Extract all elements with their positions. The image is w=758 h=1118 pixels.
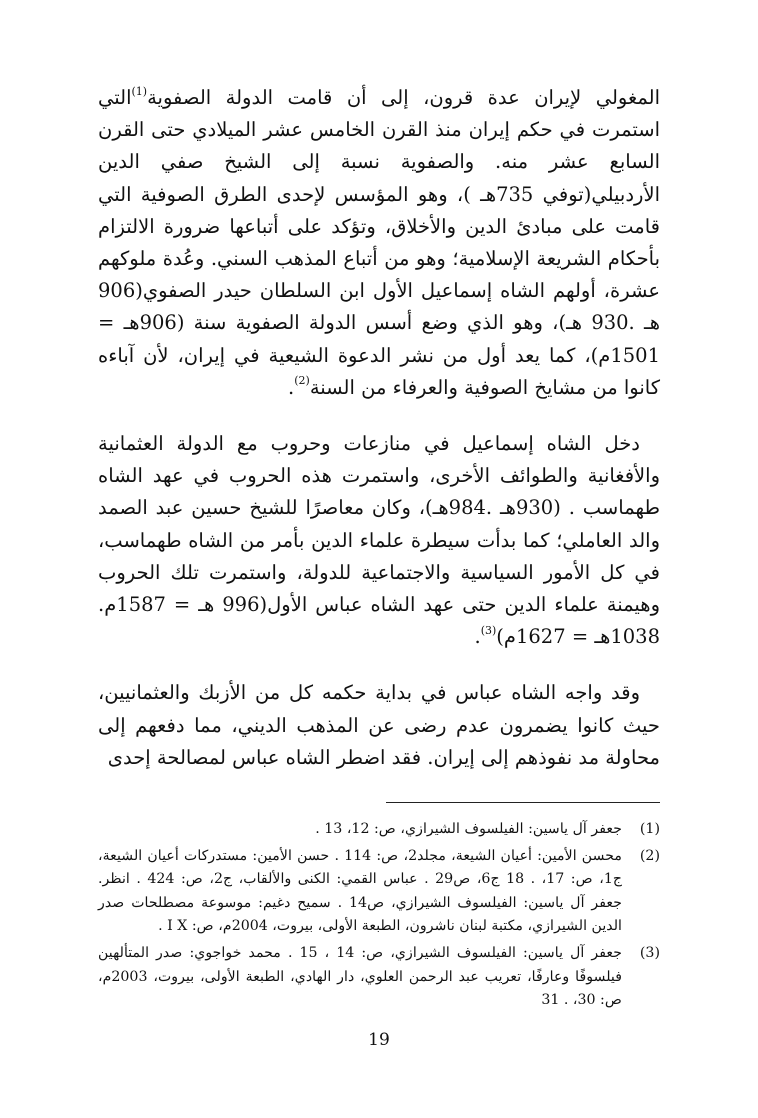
- paragraph-1: المغولي لإيران عدة قرون، إلى أن قامت الدولة الصفوية$^{(1)}$التي استمرت في حكم إيران منذ القرن الخامس عشر الميلادي حتى القرن السابع عشر منه. والصفوية نسبة إلى الشيخ صفي الدين الأردبيلي(توفي 735هـ )، وهو المؤسس لإحدى الطرق الصوفية التي قامت على مبادئ الدين والأخلاق، وتؤكد على أتباعها ضرورة الالتزام بأحكام الشريعة الإسلامية؛ وهو من أتباع المذهب السني. وعُدة ملوكهم عشرة، أولهم الشاه إسماعيل الأول ابن السلطان حيدر الصفوي(906 هـ .930 هـ)، وهو الذي وضع أسس الدولة الصفوية سنة (906هـ = 1501م)، كما يعد أول من نشر الدعوة الشيعية في إيران، لأن آباءه كانوا من مشايخ الصوفية والعرفاء من السنة$^{(2)}$.: [98, 84, 660, 399]
- footnote-separator: [386, 802, 660, 803]
- footnote-number: (1): [639, 821, 660, 837]
- footnote-ref: (3): [480, 623, 497, 637]
- footnote-number: (2): [639, 847, 660, 864]
- footnote-2: [98, 845, 660, 939]
- paragraph-3: وقد واجه الشاه عباس في بداية حكمه كل من الأزبك والعثمانيين، حيث كانوا يضمرون عدم رضى عن المذهب الديني، مما دفعهم إلى محاولة مد نفوذهم إلى إيران. فقد اضطر الشاه عباس لمصالحة إحدى: [98, 681, 660, 769]
- page-number: 19: [368, 1030, 390, 1050]
- paragraph-2: دخل الشاه إسماعيل في منازعات وحروب مع الدولة العثمانية والأفغانية والطوائف الأخرى، واستمرت هذه الحروب في عهد الشاه طهماسب . (930هـ .984هـ)، وكان معاصرًا للشيخ حسين عبد الصمد والد العاملي؛ كما بدأت سيطرة علماء الدين بأمر من الشاه طهماسب، في كل الأمور السياسية والاجتماعية للدولة، واستمرت تلك الحروب وهيمنة علماء الدين حتى عهد الشاه عباس الأول(996 هـ = 1587م. 1038هـ = 1627م)$^{(3)}$.: [98, 432, 660, 649]
- footnote-text: جعفر آل ياسين: الفيلسوف الشيرازي، ص: 14 ، 15 . محمد خواجوي: صدر المتألهين فيلسوفًا وعارفًا، تعريب عبد الرحمن العلوي، دار الهادي، الطبعة الأولى، بيروت، 2003م، ص: 30، . 31: [98, 944, 622, 1009]
- footnote-text: محسن الأمين: أعيان الشيعة، مجلد2، ص: 114 . حسن الأمين: مستدركات أعيان الشيعة، ج1، ص: 17، . 18 ج6، ص29 . عباس القمي: الكنى والألقاب، ج2، ص: 424 . انظر. جعفر آل ياسين: الفيلسوف الشيرازي، ص14 . سميح دغيم: موسوعة مصطلحات صدر الدين الشيرازي، مكتبة لبنان ناشرون، الطبعة الأولى، بيروت، 2004م، ص: I X .: [98, 847, 623, 935]
- footnotes: [98, 818, 660, 1016]
- footnote-3: [98, 942, 660, 1013]
- footnote-ref: (1): [131, 84, 148, 98]
- footnote-1: [98, 818, 660, 842]
- footnote-number: (3): [639, 944, 660, 961]
- footnote-text: جعفر آل ياسين: الفيلسوف الشيرازي، ص: 12، 13 .: [315, 821, 622, 837]
- main-text: [98, 82, 660, 798]
- footnote-ref: (2): [294, 374, 310, 388]
